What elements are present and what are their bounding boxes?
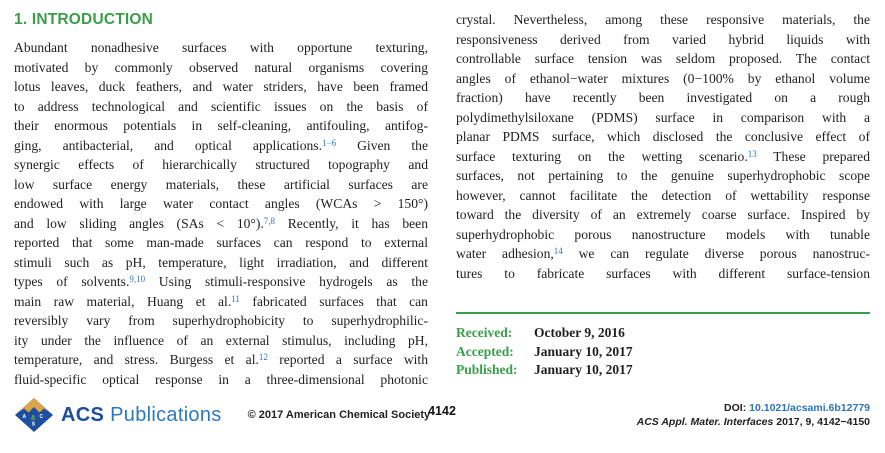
text-line: and low sliding angles (SAs < 10°).$^{7,8}$ Recently, it has been (14, 215, 428, 231)
doi-label: DOI: (724, 402, 747, 414)
text-line: surface texturing on the wetting scenario.$^{13}$ These prepared (456, 148, 870, 164)
text-line: motivated by commonly observed natural organisms covering (14, 59, 428, 75)
published-date: January 10, 2017 (534, 362, 633, 377)
text-line: polydimethylsiloxane (PDMS) surface in comparison with a (456, 109, 870, 125)
history-divider-rule (456, 312, 870, 314)
text-line: planar PDMS surface, which disclosed the conclusive effect of (456, 129, 870, 144)
text-line: angles of ethanol−water mixtures (0−100% by ethanol volume (456, 70, 870, 86)
text-line: ging, antibacterial, and optical applications.$^{1-6}$ Given the (14, 137, 428, 153)
text-line: main raw material, Huang et al.$^{11}$ fabricated surfaces that can (14, 293, 428, 309)
logo-acs-text: ACS (61, 403, 105, 426)
citation-link[interactable]: 11 (231, 293, 240, 304)
text-line: lotus leaves, duck feathers, and water striders, have been framed (14, 79, 428, 94)
text-line: their enormous potentials in self-cleaning, antifouling, antifog- (14, 118, 428, 133)
accepted-label: Accepted: (456, 343, 514, 359)
intro-paragraph-right (456, 10, 870, 283)
logo-publications-text: Publications (110, 403, 222, 426)
text-line: reversibly vary from superhydrophobicity to superhydrophilic- (14, 313, 428, 328)
acs-publications-logo (14, 397, 222, 433)
acs-diamond-icon (14, 397, 54, 433)
citation-link[interactable]: 7,8 (263, 215, 276, 226)
text-line: fraction) have recently been investigated on a rough (456, 90, 870, 105)
citation-link[interactable]: 14 (553, 246, 563, 256)
right-column (456, 10, 870, 389)
text-line: crystal. Nevertheless, among these responsive materials, the (456, 12, 870, 27)
text-line: types of solvents.$^{9,10}$ Using stimuli-responsive hydrogels as the (14, 274, 428, 289)
text-line: toward the diversity of an extremely coarse surface. Inspired by (456, 207, 870, 222)
citation-link[interactable]: 1−6 (322, 137, 337, 148)
text-line: superhydrophobic porous nanostructure models with tunable (456, 226, 870, 242)
copyright-notice: © 2017 American Chemical Society (247, 409, 431, 421)
published-label: Published: (456, 362, 518, 377)
text-line: controllable surface tension was seldom proposed. The contact (456, 51, 870, 66)
text-line: ity under the influence of an external stimulus, including pH, (14, 332, 428, 348)
citation-link[interactable]: 13 (747, 148, 757, 159)
text-line: low surface energy materials, these artificial surfaces are (14, 176, 428, 192)
text-line: stimuli such as pH, temperature, light irradiation, and different (14, 254, 428, 270)
left-column (14, 10, 428, 389)
accepted-row (456, 343, 870, 362)
text-line: surfaces, not pertaining to the genuine superhydrophobic scope (456, 168, 870, 183)
text-line: synergic effects of hierarchically structured topography and (14, 157, 428, 172)
page-number: 4142 (428, 404, 456, 418)
citation-line (637, 415, 870, 429)
svg-text:C: C (39, 414, 44, 420)
citation-volume-pages: 2017, 9, 4142−4150 (773, 416, 870, 428)
accepted-date: January 10, 2017 (534, 343, 633, 359)
text-line: temperature, and stress. Burgess et al.$^{12}$ reported a surface with (14, 352, 428, 367)
doi-link[interactable]: 10.1021/acsami.6b12779 (749, 402, 870, 414)
received-date: October 9, 2016 (534, 325, 625, 340)
text-line: fluid-specific optical response in a three-dimensional photonic (14, 371, 428, 387)
svg-text:Δ: Δ (31, 415, 36, 422)
doi-line (637, 401, 870, 415)
section-heading: 1. INTRODUCTION (14, 11, 154, 28)
text-line: reported that some man-made surfaces can respond to external (14, 235, 428, 250)
page-footer (14, 396, 870, 434)
text-line: water adhesion,$^{14}$ we can regulate diverse porous nanostruc- (456, 246, 870, 261)
received-row (456, 324, 870, 343)
text-line: endowed with large water contact angles (WCAs > 150°) (14, 196, 428, 211)
doi-citation-block (637, 401, 870, 429)
text-line: to address technological and scientific issues on the basis of (14, 98, 428, 114)
citation-link[interactable]: 9,10 (129, 274, 146, 284)
text-line: tures to fabricate surfaces with different surface-tension (456, 265, 870, 281)
intro-paragraph-left (14, 38, 428, 389)
text-line: Abundant nonadhesive surfaces with opportune texturing, (14, 40, 428, 55)
publication-history (456, 324, 870, 380)
svg-text:S: S (31, 421, 36, 428)
citation-journal-title: ACS Appl. Mater. Interfaces (636, 416, 774, 428)
text-line: however, cannot facilitate the detection of wettability response (456, 187, 870, 203)
svg-text:A: A (22, 414, 27, 420)
received-label: Received: (456, 325, 513, 340)
published-row (456, 361, 870, 380)
citation-link[interactable]: 12 (258, 352, 268, 362)
text-line: responsiveness derived from varied hybrid liquids with (456, 31, 870, 47)
